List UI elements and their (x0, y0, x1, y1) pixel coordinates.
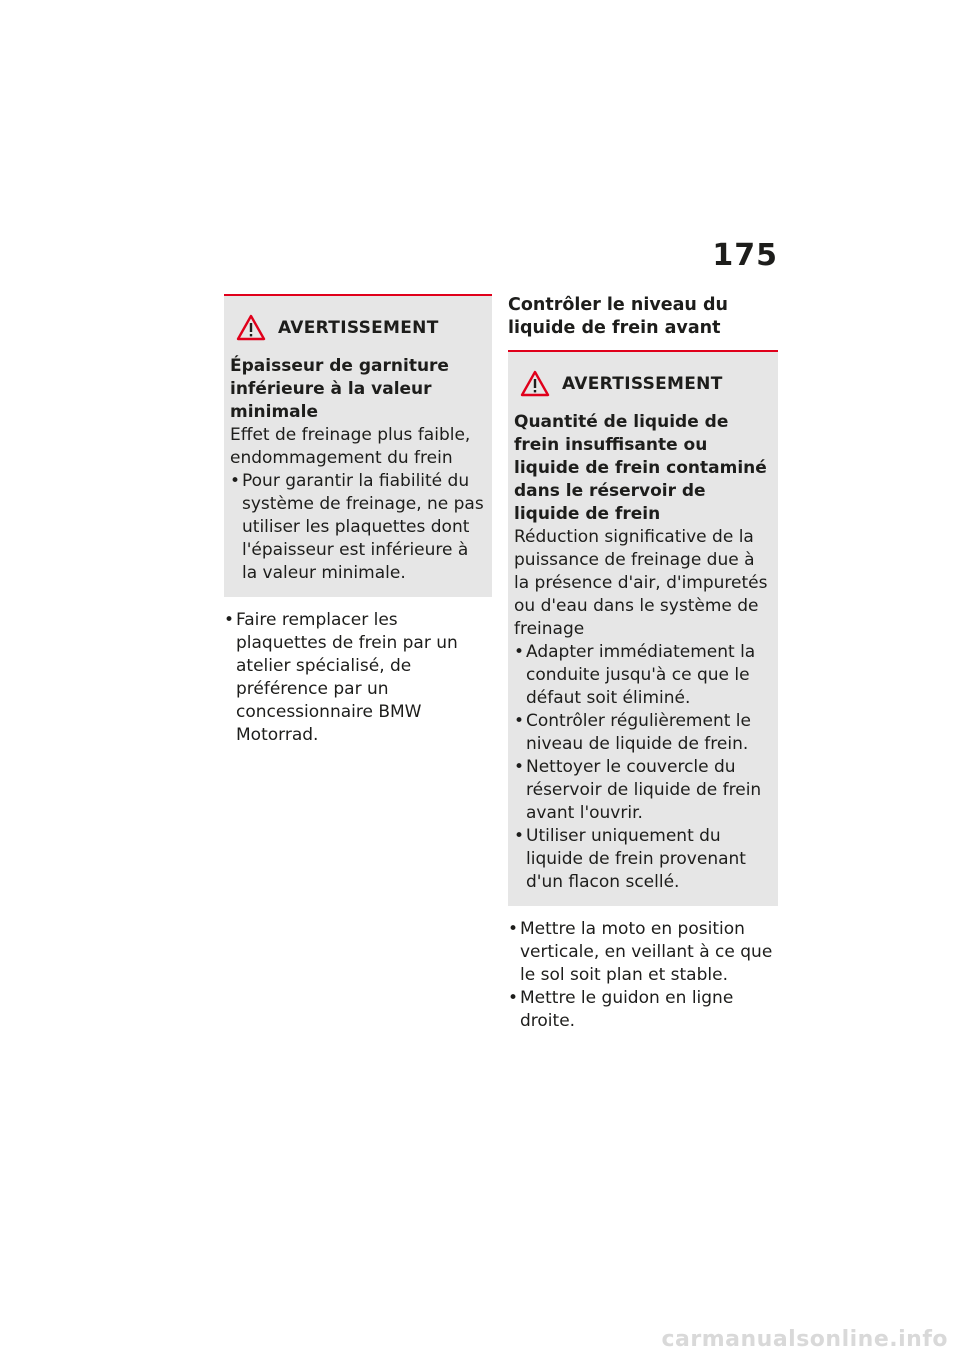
list-item: • Contrôler régulièrement le niveau de liquide de frein. (514, 710, 772, 756)
warning-triangle-icon (236, 314, 266, 341)
warning-title: Quantité de liquide de frein insuffisante ou liquide de frein contaminé dans le réservoir de liquide de frein (514, 412, 767, 524)
page-number: 175 (712, 238, 778, 273)
list-item: • Utiliser uniquement du liquide de frein provenant d'un flacon scellé. (514, 825, 772, 894)
warning-description: Réduction significative de la puissance de freinage due à la présence d'air, d'impuretés ou d'eau dans le système de freinage (514, 527, 768, 639)
section-heading: Contrôler le niveau du liquide de frein avant (508, 295, 728, 338)
warning-bullets (230, 470, 486, 585)
watermark-url: carmanualsonline.info (661, 1327, 948, 1352)
warning-description: Effet de freinage plus faible, endommagement du frein (230, 425, 471, 468)
list-item: • Faire remplacer les plaquettes de frein par un atelier spécialisé, de préférence par un concessionnaire BMW Motorrad. (224, 609, 492, 747)
warning-triangle-icon (520, 370, 550, 397)
warning-title: Épaisseur de garniture inférieure à la valeur minimale (230, 356, 449, 422)
right-steps (508, 918, 778, 1033)
list-item: • Mettre le guidon en ligne droite. (508, 987, 778, 1033)
left-column (224, 294, 492, 747)
warning-label: AVERTISSEMENT (278, 317, 439, 338)
warning-label: AVERTISSEMENT (562, 373, 723, 394)
warning-box-pad-thickness (224, 294, 492, 597)
list-item: • Nettoyer le couvercle du réservoir de liquide de frein avant l'ouvrir. (514, 756, 772, 825)
warning-box-brake-fluid (508, 350, 778, 906)
left-steps (224, 609, 492, 747)
list-item: • Adapter immédiatement la conduite jusqu'à ce que le défaut soit éliminé. (514, 641, 772, 710)
list-item: • Pour garantir la fiabilité du système de freinage, ne pas utiliser les plaquettes dont l'épaisseur est inférieure à la valeur minimale. (230, 470, 486, 585)
list-item: • Mettre la moto en position verticale, en veillant à ce que le sol soit plan et stable. (508, 918, 778, 987)
warning-bullets (514, 641, 772, 894)
warning-header (514, 370, 772, 397)
warning-header (230, 314, 486, 341)
right-column (508, 294, 778, 1033)
